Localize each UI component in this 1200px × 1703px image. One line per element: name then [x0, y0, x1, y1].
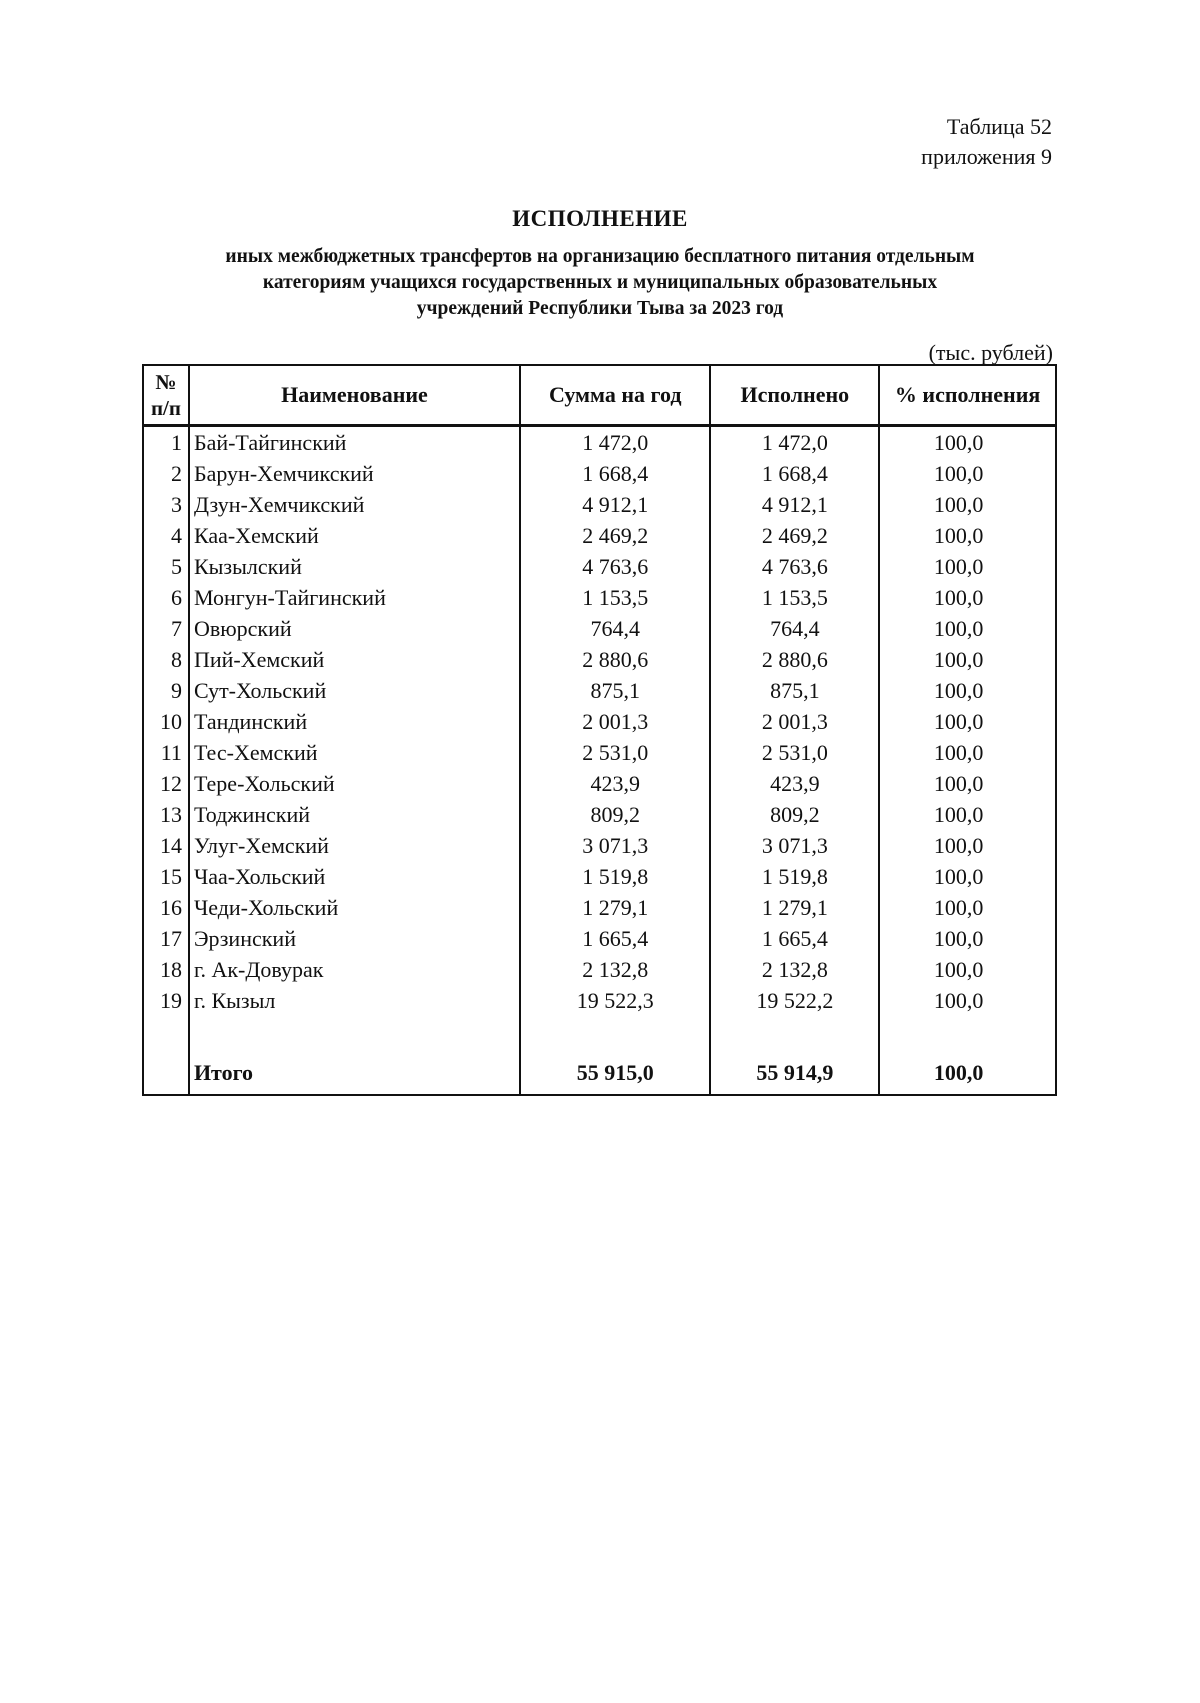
table-row: [143, 954, 1056, 985]
table-row: [143, 458, 1056, 489]
table-row: [143, 551, 1056, 582]
document-subtitle: [155, 244, 1045, 322]
row-executed: 2 880,6: [710, 644, 879, 675]
row-name: Чеди-Хольский: [189, 892, 520, 923]
row-name: г. Кызыл: [189, 985, 520, 1016]
row-name: Тере-Хольский: [189, 768, 520, 799]
row-name: г. Ак-Довурак: [189, 954, 520, 985]
row-executed: 2 132,8: [710, 954, 879, 985]
row-planned: 2 001,3: [520, 706, 710, 737]
total-percent: 100,0: [879, 1050, 1056, 1095]
row-executed: 875,1: [710, 675, 879, 706]
appendix-number: приложения 9: [921, 144, 1052, 169]
row-number: 2: [143, 458, 189, 489]
row-percent: 100,0: [879, 458, 1056, 489]
row-planned: 1 472,0: [520, 426, 710, 459]
row-planned: 3 071,3: [520, 830, 710, 861]
row-number: 1: [143, 426, 189, 459]
units-note: (тыс. рублей): [928, 340, 1053, 365]
row-percent: 100,0: [879, 954, 1056, 985]
row-name: Барун-Хемчикский: [189, 458, 520, 489]
column-header-number: [143, 365, 189, 426]
row-planned: 19 522,3: [520, 985, 710, 1016]
row-executed: 4 763,6: [710, 551, 879, 582]
row-number: 14: [143, 830, 189, 861]
row-executed: 4 912,1: [710, 489, 879, 520]
row-executed: 2 469,2: [710, 520, 879, 551]
row-name: Эрзинский: [189, 923, 520, 954]
row-planned: 2 132,8: [520, 954, 710, 985]
row-executed: 3 071,3: [710, 830, 879, 861]
row-percent: 100,0: [879, 706, 1056, 737]
row-percent: 100,0: [879, 985, 1056, 1016]
total-row: [143, 1050, 1056, 1095]
column-header-number-line1: №: [155, 370, 177, 394]
row-name: Кызылский: [189, 551, 520, 582]
total-executed: 55 914,9: [710, 1050, 879, 1095]
row-executed: 1 519,8: [710, 861, 879, 892]
row-number: 12: [143, 768, 189, 799]
row-percent: 100,0: [879, 644, 1056, 675]
table-row: [143, 706, 1056, 737]
table-row: [143, 644, 1056, 675]
table-row: [143, 675, 1056, 706]
row-name: Пий-Хемский: [189, 644, 520, 675]
row-percent: 100,0: [879, 520, 1056, 551]
table-row: [143, 520, 1056, 551]
row-planned: 809,2: [520, 799, 710, 830]
row-executed: 423,9: [710, 768, 879, 799]
row-number: 19: [143, 985, 189, 1016]
row-name: Монгун-Тайгинский: [189, 582, 520, 613]
subtitle-line: иных межбюджетных трансфертов на организацию бесплатного питания отдельным: [225, 246, 975, 267]
row-executed: 1 665,4: [710, 923, 879, 954]
total-planned: 55 915,0: [520, 1050, 710, 1095]
table-row: [143, 892, 1056, 923]
row-number: 13: [143, 799, 189, 830]
row-percent: 100,0: [879, 489, 1056, 520]
row-number: 9: [143, 675, 189, 706]
row-percent: 100,0: [879, 551, 1056, 582]
row-executed: 19 522,2: [710, 985, 879, 1016]
table-row: [143, 582, 1056, 613]
header-row: [143, 365, 1056, 426]
document-title: ИСПОЛНЕНИЕ: [512, 206, 688, 231]
row-number: 5: [143, 551, 189, 582]
row-planned: 1 279,1: [520, 892, 710, 923]
row-planned: 4 763,6: [520, 551, 710, 582]
row-executed: 1 472,0: [710, 426, 879, 459]
row-number: 11: [143, 737, 189, 768]
row-planned: 1 153,5: [520, 582, 710, 613]
row-number: 18: [143, 954, 189, 985]
column-header-executed: Исполнено: [710, 365, 879, 426]
row-percent: 100,0: [879, 768, 1056, 799]
row-percent: 100,0: [879, 613, 1056, 644]
row-planned: 2 531,0: [520, 737, 710, 768]
column-header-number-line2: п/п: [150, 396, 181, 420]
row-number: 10: [143, 706, 189, 737]
row-name: Бай-Тайгинский: [189, 426, 520, 459]
row-number: 8: [143, 644, 189, 675]
total-label: Итого: [189, 1050, 520, 1095]
table-reference: [921, 112, 1052, 172]
row-percent: 100,0: [879, 861, 1056, 892]
row-name: Дзун-Хемчикский: [189, 489, 520, 520]
table-row: [143, 861, 1056, 892]
table-row: [143, 426, 1056, 459]
row-planned: 2 469,2: [520, 520, 710, 551]
row-executed: 1 668,4: [710, 458, 879, 489]
row-planned: 423,9: [520, 768, 710, 799]
table-row: [143, 799, 1056, 830]
total-number-cell: [143, 1050, 189, 1095]
row-name: Тес-Хемский: [189, 737, 520, 768]
row-number: 17: [143, 923, 189, 954]
row-percent: 100,0: [879, 582, 1056, 613]
row-percent: 100,0: [879, 799, 1056, 830]
spacer-row: [143, 1016, 1056, 1050]
table-row: [143, 923, 1056, 954]
row-planned: 2 880,6: [520, 644, 710, 675]
row-name: Улуг-Хемский: [189, 830, 520, 861]
row-percent: 100,0: [879, 675, 1056, 706]
row-name: Чаа-Хольский: [189, 861, 520, 892]
row-name: Сут-Хольский: [189, 675, 520, 706]
row-executed: 2 531,0: [710, 737, 879, 768]
table-body: [143, 426, 1056, 1096]
row-number: 4: [143, 520, 189, 551]
row-executed: 2 001,3: [710, 706, 879, 737]
table-row: [143, 737, 1056, 768]
row-executed: 809,2: [710, 799, 879, 830]
row-percent: 100,0: [879, 923, 1056, 954]
column-header-planned: Сумма на год: [520, 365, 710, 426]
table-row: [143, 985, 1056, 1016]
column-header-percent: % исполнения: [879, 365, 1056, 426]
subtitle-line: категориям учащихся государственных и муниципальных образовательных: [262, 272, 938, 293]
row-name: Каа-Хемский: [189, 520, 520, 551]
row-name: Тандинский: [189, 706, 520, 737]
column-header-name: Наименование: [189, 365, 520, 426]
table-row: [143, 489, 1056, 520]
row-percent: 100,0: [879, 737, 1056, 768]
row-name: Овюрский: [189, 613, 520, 644]
table-number: Таблица 52: [946, 114, 1052, 139]
table-row: [143, 613, 1056, 644]
row-number: 6: [143, 582, 189, 613]
row-number: 3: [143, 489, 189, 520]
row-percent: 100,0: [879, 830, 1056, 861]
row-planned: 4 912,1: [520, 489, 710, 520]
row-executed: 764,4: [710, 613, 879, 644]
row-planned: 1 665,4: [520, 923, 710, 954]
row-name: Тоджинский: [189, 799, 520, 830]
row-planned: 1 668,4: [520, 458, 710, 489]
subtitle-line: учреждений Республики Тыва за 2023 год: [416, 298, 784, 319]
row-number: 15: [143, 861, 189, 892]
row-number: 7: [143, 613, 189, 644]
row-number: 16: [143, 892, 189, 923]
execution-table: [142, 364, 1057, 1096]
table-row: [143, 830, 1056, 861]
row-executed: 1 279,1: [710, 892, 879, 923]
table-row: [143, 768, 1056, 799]
row-planned: 764,4: [520, 613, 710, 644]
row-executed: 1 153,5: [710, 582, 879, 613]
row-percent: 100,0: [879, 426, 1056, 459]
row-planned: 1 519,8: [520, 861, 710, 892]
row-percent: 100,0: [879, 892, 1056, 923]
row-planned: 875,1: [520, 675, 710, 706]
